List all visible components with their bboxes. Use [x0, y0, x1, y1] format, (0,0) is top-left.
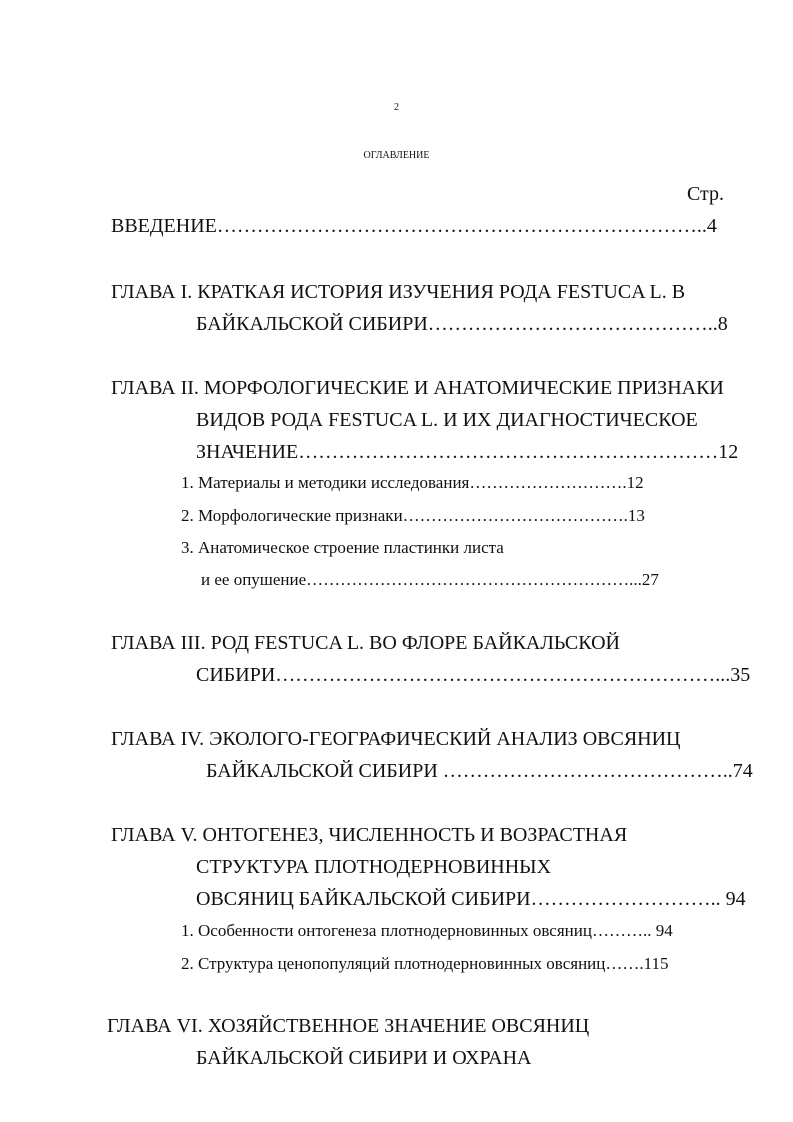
toc-entry-ch5-cont1: СТРУКТУРА ПЛОТНОДЕРНОВИННЫХ — [196, 856, 552, 878]
toc-entry-ch6-cont: БАЙКАЛЬСКОЙ СИБИРИ И ОХРАНА — [196, 1047, 532, 1069]
toc-subentry-ch2-2: 2. Морфологические признаки………………………………….13 — [181, 506, 645, 525]
toc-entry-ch1-title: ГЛАВА I. КРАТКАЯ ИСТОРИЯ ИЗУЧЕНИЯ РОДА FESTUCA L. В — [111, 281, 686, 303]
page-column-label: Стр. — [686, 183, 724, 205]
toc-entry-ch3-cont: СИБИРИ…………………………………………………………...35 — [196, 664, 751, 686]
toc-subentry-ch2-3: 3. Анатомическое строение пластинки листа — [181, 538, 504, 557]
toc-entry-ch1-cont: БАЙКАЛЬСКОЙ СИБИРИ……………………………………..8 — [196, 313, 728, 335]
toc-subentry-ch2-3-cont: и ее опушение…………………………………………………...27 — [201, 570, 659, 589]
toc-subentry-ch2-1: 1. Материалы и методики исследования……………………….12 — [181, 473, 644, 492]
toc-heading: ОГЛАВЛЕНИЕ — [363, 150, 430, 161]
toc-subentry-ch5-1: 1. Особенности онтогенеза плотнодерновинных овсяниц……….. 94 — [181, 921, 673, 940]
toc-entry-ch3-title: ГЛАВА III. РОД FESTUCA L. ВО ФЛОРЕ БАЙКАЛЬСКОЙ — [111, 632, 620, 654]
page-number: 2 — [394, 102, 399, 113]
toc-entry-ch2-cont1: ВИДОВ РОДА FESTUCA L. И ИХ ДИАГНОСТИЧЕСКОЕ — [196, 409, 698, 431]
toc-entry-ch2-cont2: ЗНАЧЕНИЕ………………………………………………………12 — [196, 441, 739, 463]
toc-entry-ch4-title: ГЛАВА IV. ЭКОЛОГО-ГЕОГРАФИЧЕСКИЙ АНАЛИЗ ОВСЯНИЦ — [111, 728, 681, 750]
toc-entry-ch4-cont: БАЙКАЛЬСКОЙ СИБИРИ ……………………………………..74 — [206, 760, 753, 782]
toc-entry-ch2-title: ГЛАВА II. МОРФОЛОГИЧЕСКИЕ И АНАТОМИЧЕСКИЕ ПРИЗНАКИ — [111, 377, 724, 399]
toc-subentry-ch5-2: 2. Структура ценопопуляций плотнодерновинных овсяниц…….115 — [181, 954, 669, 973]
toc-entry-intro: ВВЕДЕНИЕ………………………………………………………………..4 — [111, 215, 717, 237]
toc-entry-ch5-title: ГЛАВА V. ОНТОГЕНЕЗ, ЧИСЛЕННОСТЬ И ВОЗРАСТНАЯ — [111, 824, 628, 846]
toc-entry-ch5-cont2: ОВСЯНИЦ БАЙКАЛЬСКОЙ СИБИРИ……………………….. 94 — [196, 888, 746, 910]
toc-entry-ch6-title: ГЛАВА VI. ХОЗЯЙСТВЕННОЕ ЗНАЧЕНИЕ ОВСЯНИЦ — [107, 1015, 590, 1037]
